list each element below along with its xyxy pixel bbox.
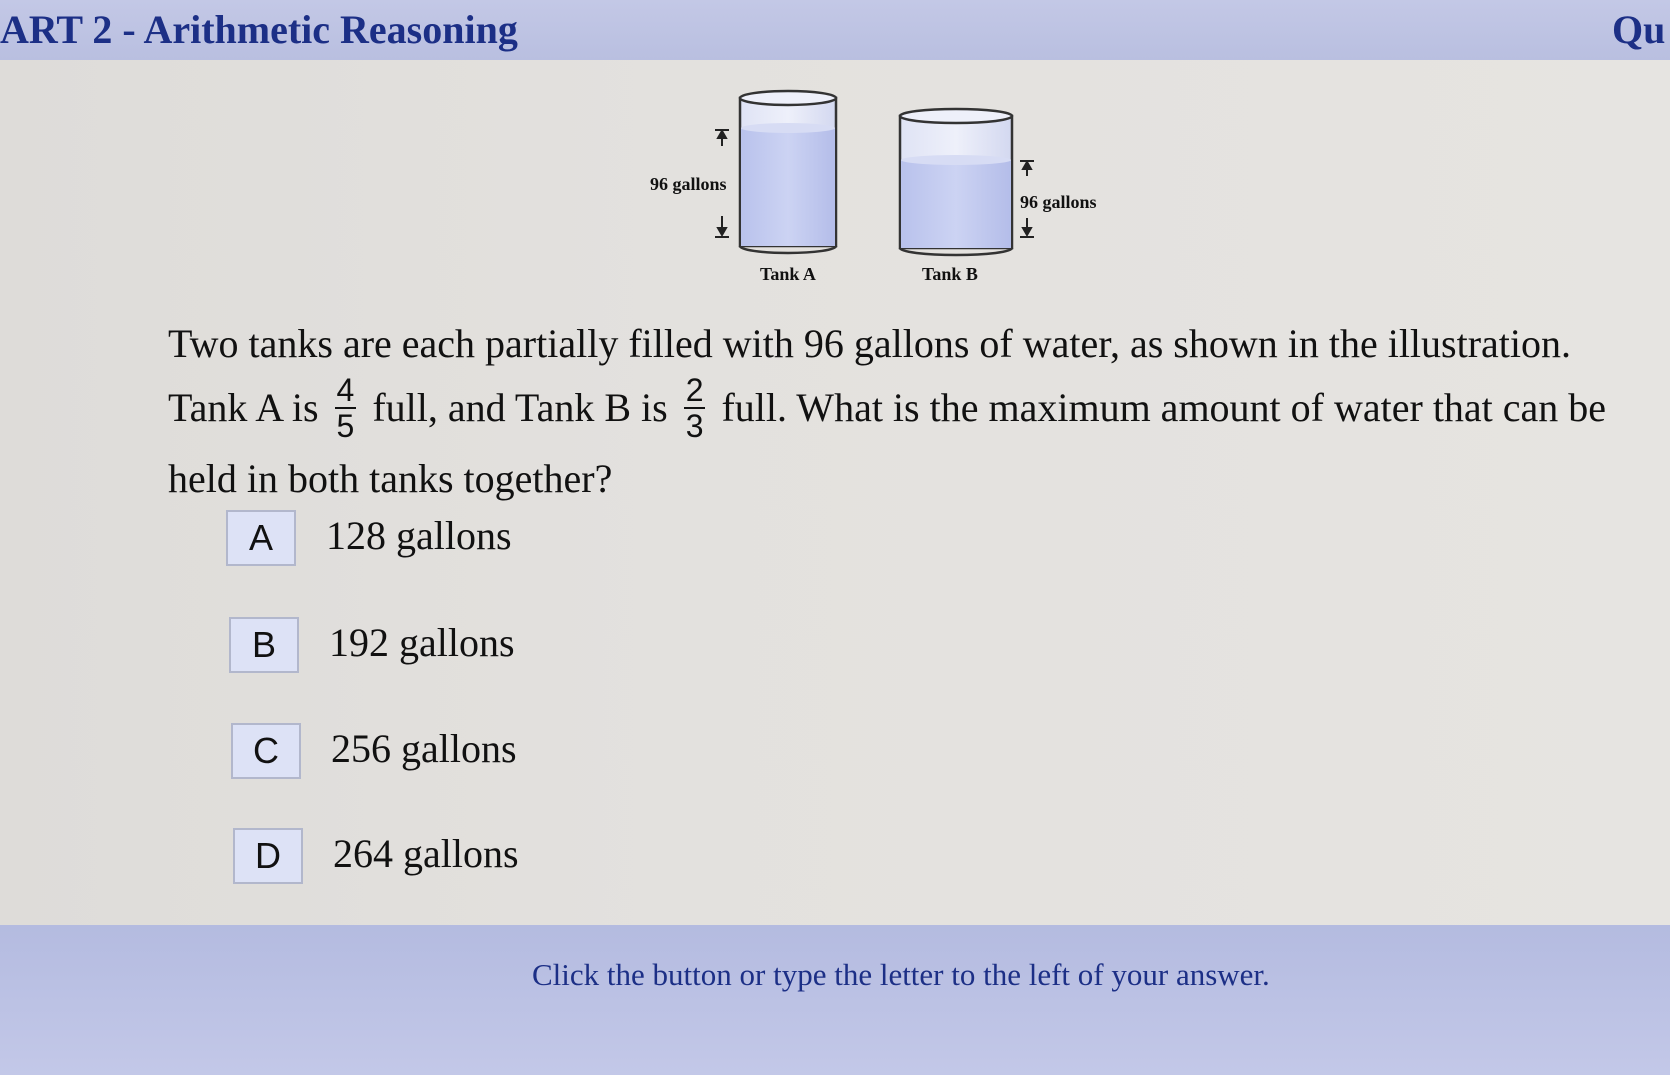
choice-a-button[interactable]: A: [226, 510, 296, 566]
footer-instruction: Click the button or type the letter to the left of your answer.: [532, 957, 1270, 992]
question-part-3: full. What is the maximum amount of water that can be held in both tanks together?: [168, 385, 1607, 501]
choice-a-text: 128 gallons: [326, 513, 512, 558]
fraction-denominator: 5: [336, 407, 355, 444]
choice-c-text: 256 gallons: [331, 726, 517, 771]
tank-b-label: Tank B: [922, 264, 978, 284]
tanks-illustration: [650, 88, 1170, 298]
tank-a-label: Tank A: [760, 264, 816, 284]
tank-b-water: [901, 160, 1011, 248]
choice-d-text: 264 gallons: [333, 831, 519, 876]
question-text: [168, 312, 1608, 511]
fraction-tank-b: [684, 373, 706, 443]
fraction-tank-a: [335, 373, 357, 443]
section-title: ART 2 - Arithmetic Reasoning: [0, 7, 518, 52]
choice-b-text: 192 gallons: [329, 620, 515, 665]
tank-b: [900, 109, 1097, 284]
question-counter-label: Qu: [1612, 7, 1666, 52]
header-bar: [0, 0, 1670, 60]
choice-b-button[interactable]: B: [229, 617, 299, 673]
question-part-1: Two tanks are each partially filled with 96 gallons of water, as shown in the illustration. Tank A is: [168, 321, 1572, 430]
choice-c-button[interactable]: C: [231, 723, 301, 779]
fraction-numerator: 2: [685, 371, 704, 408]
footer-bar: [0, 925, 1670, 1075]
fraction-denominator: 3: [685, 407, 704, 444]
tank-a-water: [741, 128, 835, 246]
question-part-2: full, and Tank B is: [372, 385, 668, 430]
tank-a-volume-label: 96 gallons: [650, 174, 727, 194]
choice-d-button[interactable]: D: [233, 828, 303, 884]
tank-b-volume-label: 96 gallons: [1020, 192, 1097, 212]
fraction-numerator: 4: [336, 371, 355, 408]
tanks-svg: [650, 88, 1170, 298]
